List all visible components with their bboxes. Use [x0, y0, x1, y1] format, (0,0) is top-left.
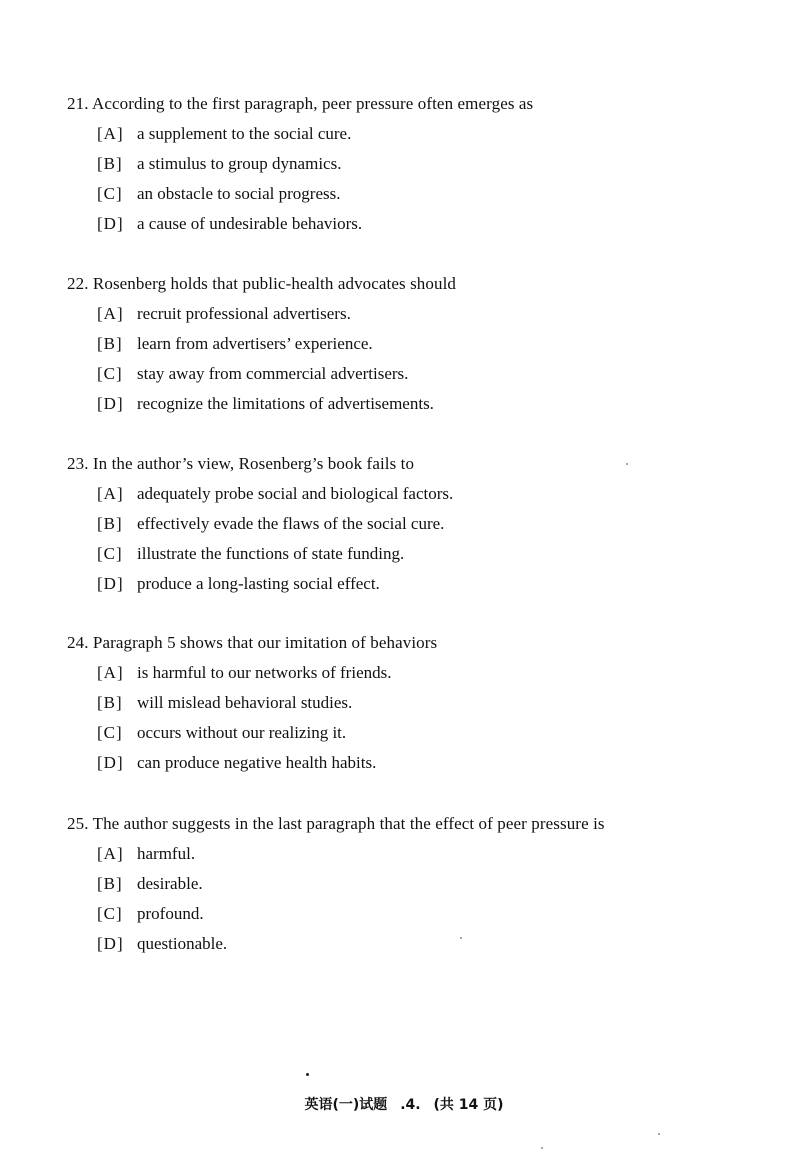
option-letter: [B] [97, 514, 123, 533]
option-letter: [A] [97, 484, 124, 503]
option-letter: [B] [97, 874, 123, 893]
option-b [67, 154, 767, 184]
option-text: a stimulus to group dynamics. [137, 154, 342, 173]
option-letter: [D] [97, 394, 124, 413]
footer-page-number: .4. [400, 1097, 421, 1113]
option-letter: [A] [97, 124, 124, 143]
question-22 [67, 274, 767, 424]
option-b [67, 514, 767, 544]
option-text: learn from advertisers’ experience. [137, 334, 373, 353]
option-letter: [C] [97, 184, 123, 203]
option-text: a cause of undesirable behaviors. [137, 214, 363, 233]
scan-speck [658, 1133, 660, 1135]
question-stem: 25. The author suggests in the last paragraph that the effect of peer pressure is [67, 814, 605, 833]
scan-speck [460, 937, 462, 939]
option-letter: [A] [97, 304, 124, 323]
option-text: will mislead behavioral studies. [137, 693, 353, 712]
option-letter: [A] [97, 663, 124, 682]
option-letter: [D] [97, 214, 124, 233]
option-letter: [C] [97, 904, 123, 923]
scan-speck [626, 463, 628, 465]
option-a [67, 304, 767, 334]
option-text: effectively evade the flaws of the social cure. [137, 514, 445, 533]
option-text: a supplement to the social cure. [137, 124, 352, 143]
scan-dot [306, 1073, 309, 1076]
option-a [67, 124, 767, 154]
footer-total-pages: (共 14 页) [433, 1097, 504, 1113]
option-text: desirable. [137, 874, 203, 893]
option-text: produce a long-lasting social effect. [137, 574, 380, 593]
option-letter: [B] [97, 334, 123, 353]
option-letter: [D] [97, 574, 124, 593]
question-24 [67, 633, 767, 783]
option-letter: [C] [97, 364, 123, 383]
option-letter: [B] [97, 154, 123, 173]
question-stem: 21. According to the first paragraph, peer pressure often emerges as [67, 94, 534, 113]
option-text: an obstacle to social progress. [137, 184, 341, 203]
option-d [67, 753, 767, 783]
option-b [67, 334, 767, 364]
option-text: is harmful to our networks of friends. [137, 663, 392, 682]
option-d [67, 934, 767, 964]
question-stem: 24. Paragraph 5 shows that our imitation of behaviors [67, 633, 438, 652]
scan-speck [541, 1147, 543, 1149]
question-23 [67, 454, 767, 604]
option-text: recruit professional advertisers. [137, 304, 351, 323]
question-21 [67, 94, 767, 244]
option-c [67, 184, 767, 214]
option-text: illustrate the functions of state funding. [137, 544, 405, 563]
option-letter: [A] [97, 844, 124, 863]
page-footer [0, 1094, 800, 1114]
option-text: stay away from commercial advertisers. [137, 364, 409, 383]
option-text: adequately probe social and biological factors. [137, 484, 454, 503]
option-a [67, 844, 767, 874]
option-letter: [B] [97, 693, 123, 712]
question-stem: 23. In the author’s view, Rosenberg’s book fails to [67, 454, 415, 473]
option-letter: [D] [97, 753, 124, 772]
option-d [67, 574, 767, 604]
option-a [67, 663, 767, 693]
question-stem: 22. Rosenberg holds that public-health advocates should [67, 274, 457, 293]
option-c [67, 364, 767, 394]
option-text: questionable. [137, 934, 228, 953]
option-letter: [C] [97, 723, 123, 742]
option-c [67, 904, 767, 934]
option-a [67, 484, 767, 514]
option-letter: [C] [97, 544, 123, 563]
option-b [67, 693, 767, 723]
option-text: recognize the limitations of advertisements. [137, 394, 434, 413]
option-letter: [D] [97, 934, 124, 953]
option-c [67, 544, 767, 574]
question-25 [67, 814, 767, 964]
option-d [67, 214, 767, 244]
option-text: can produce negative health habits. [137, 753, 377, 772]
option-text: profound. [137, 904, 204, 923]
option-c [67, 723, 767, 753]
option-text: harmful. [137, 844, 196, 863]
option-d [67, 394, 767, 424]
option-text: occurs without our realizing it. [137, 723, 347, 742]
option-b [67, 874, 767, 904]
footer-subject: 英语(一)试题 [304, 1097, 388, 1113]
